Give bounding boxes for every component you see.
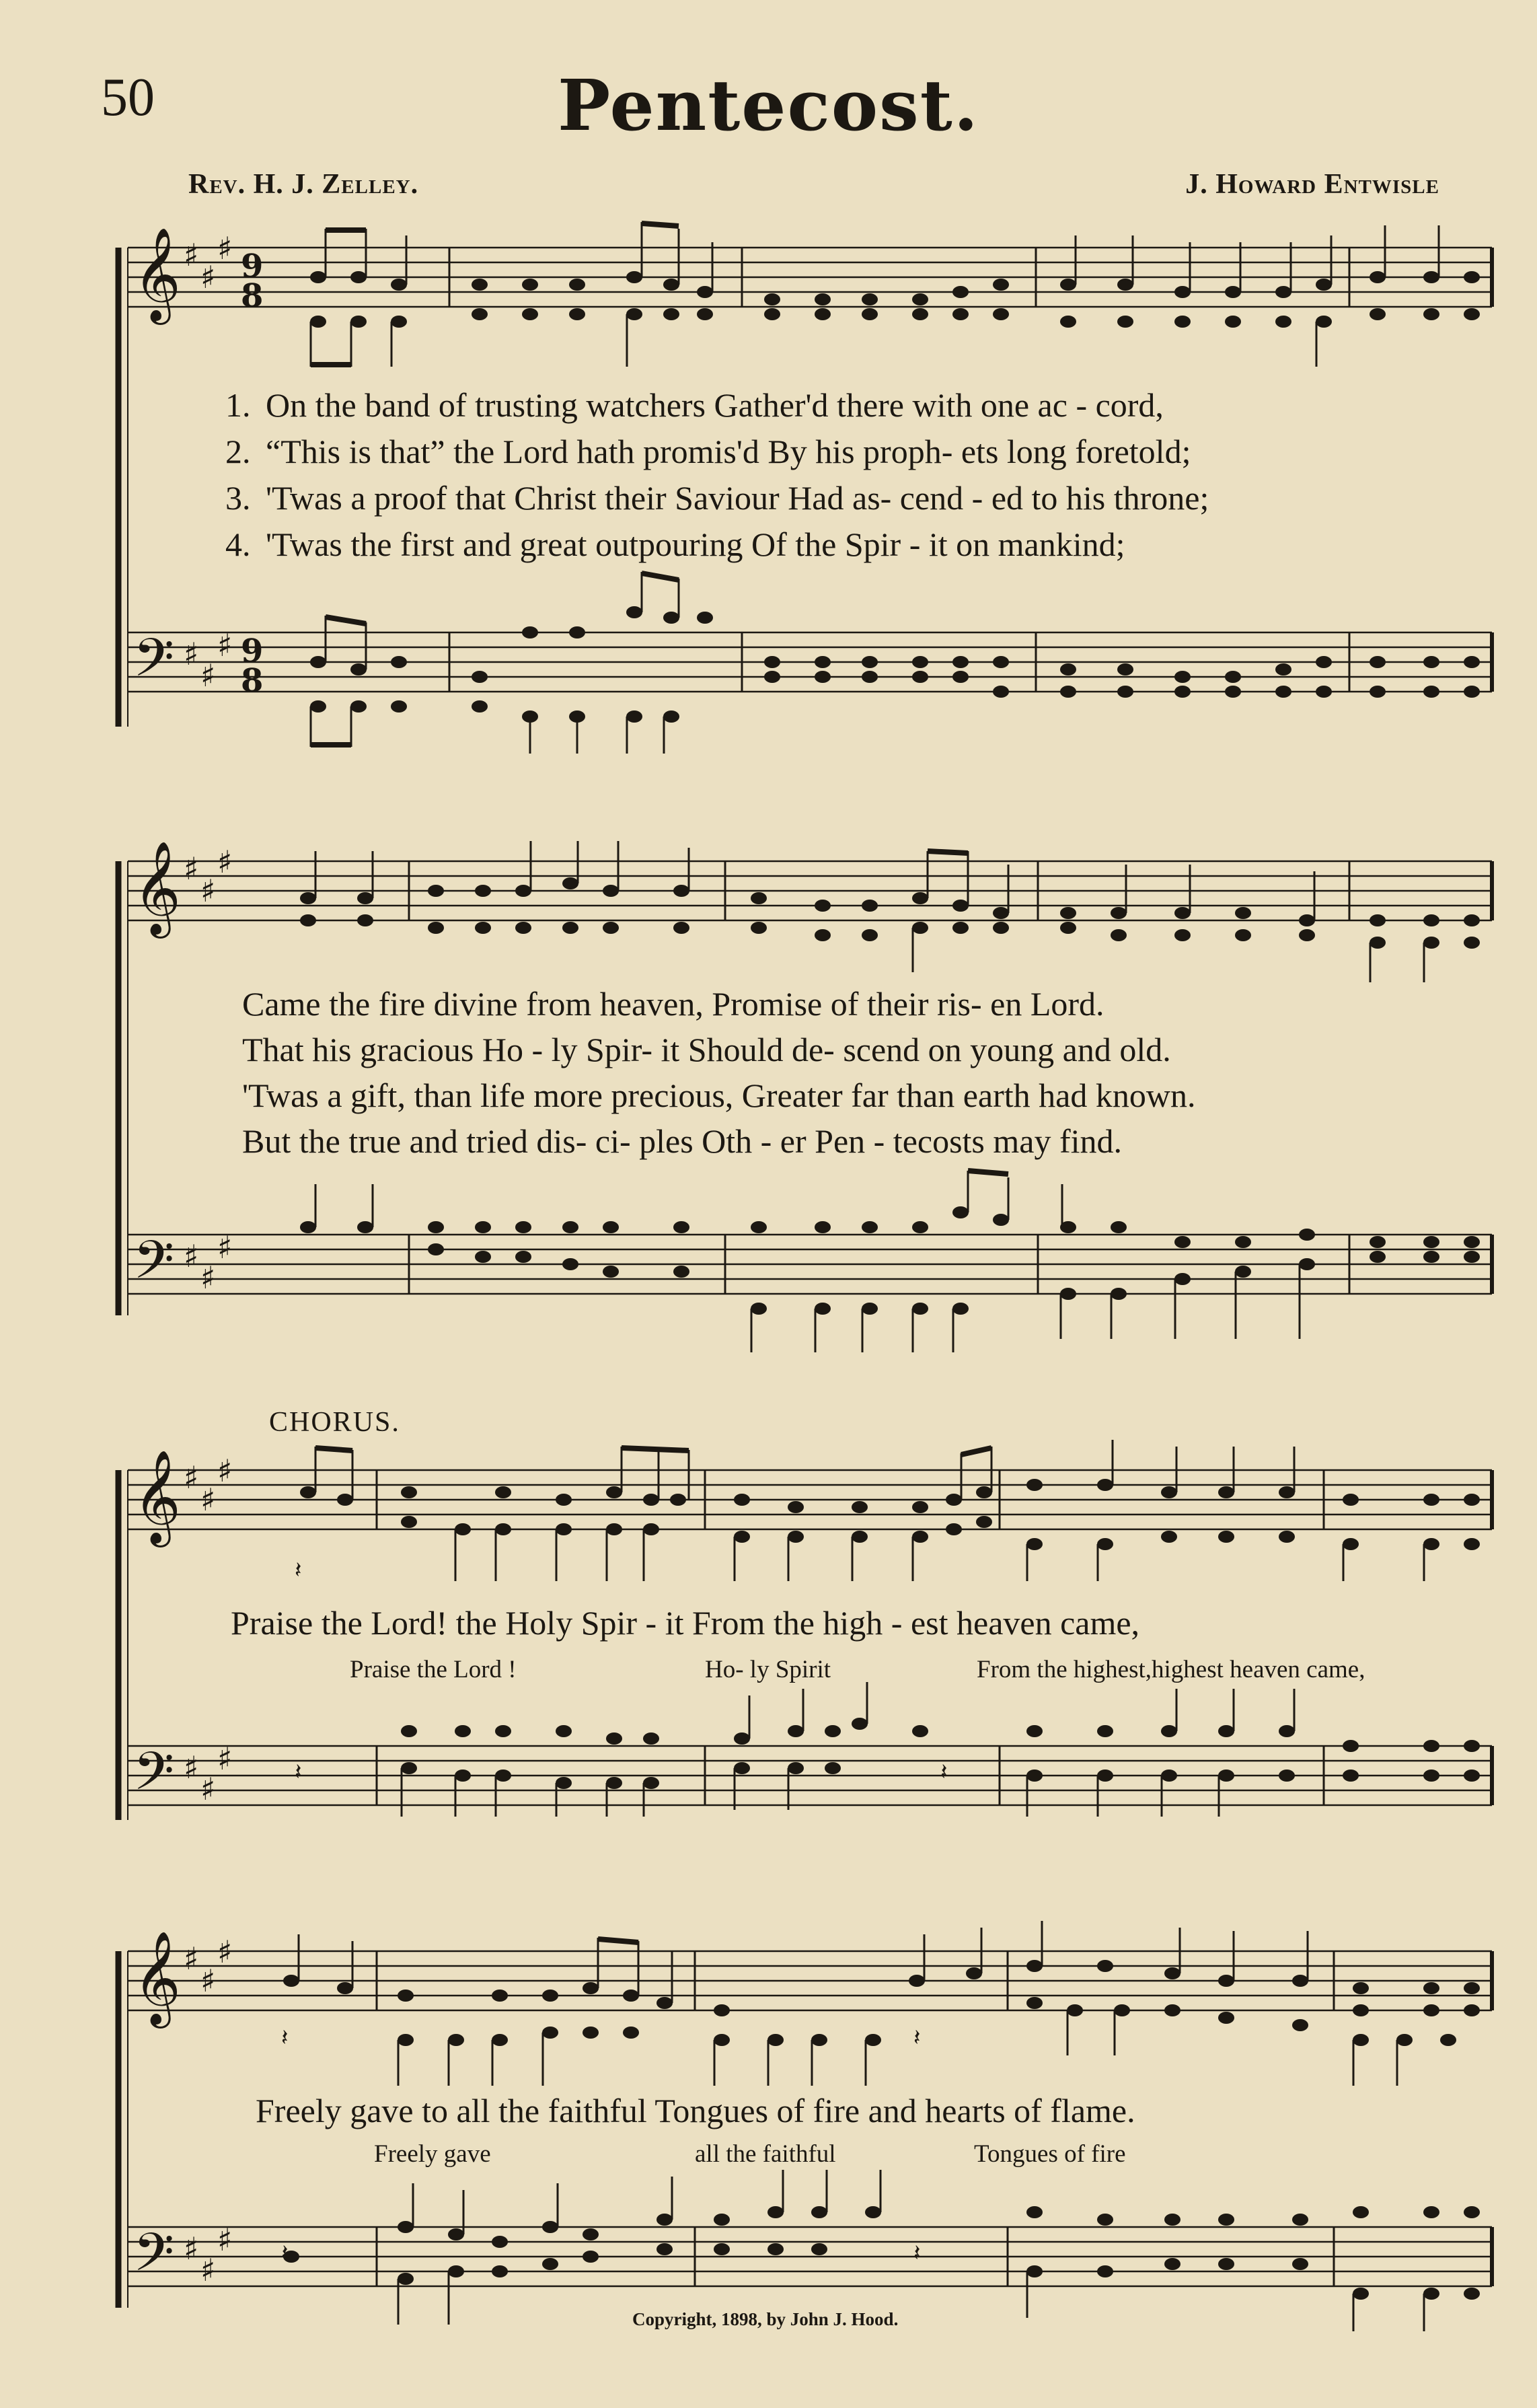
svg-text:𝄽: 𝄽	[913, 2024, 921, 2051]
svg-text:♯: ♯	[200, 1260, 216, 1296]
chorus-echo-1b: Ho- ly Spirit	[705, 1656, 831, 1683]
copyright-notice: Copyright, 1898, by John J. Hood.	[632, 2309, 899, 2329]
svg-text:𝄽: 𝄽	[940, 1759, 948, 1786]
composer-credit: J. Howard Entwisle	[1185, 169, 1439, 200]
chorus-echo-2c: Tongues of fire	[974, 2140, 1126, 2168]
svg-text:8: 8	[241, 662, 264, 700]
svg-text:♯: ♯	[217, 1453, 233, 1489]
music-system-1	[113, 215, 1505, 754]
chorus-echo-1c: From the highest,highest heaven came,	[977, 1656, 1365, 1683]
svg-text:♯: ♯	[217, 844, 233, 880]
svg-text:𝄞: 𝄞	[133, 1450, 181, 1543]
svg-text:♯: ♯	[200, 259, 216, 295]
svg-text:𝄢: 𝄢	[133, 2222, 175, 2296]
music-system-4	[113, 1921, 1505, 2338]
svg-text:𝄢: 𝄢	[133, 628, 175, 702]
svg-text:8: 8	[241, 277, 264, 315]
chorus-lyric-line-1: Praise the Lord! the Holy Spir - it From the high - est heaven came,	[231, 1604, 1140, 1642]
svg-text:♯: ♯	[217, 230, 233, 266]
svg-text:♯: ♯	[200, 873, 216, 909]
svg-text:♯: ♯	[200, 2252, 216, 2288]
chorus-lyric-line-2: Freely gave to all the faithful Tongues of fire and hearts of flame.	[256, 2092, 1135, 2129]
chorus-echo-2b: all the faithful	[695, 2140, 836, 2168]
chorus-echo-1a: Praise the Lord !	[350, 1656, 517, 1683]
svg-text:𝄽: 𝄽	[281, 2024, 289, 2051]
verse-lyrics-second-half	[242, 981, 1195, 1164]
svg-text:♯: ♯	[200, 1482, 216, 1518]
lyricist-credit: Rev. H. J. Zelley.	[188, 169, 419, 200]
svg-text:♯: ♯	[217, 627, 233, 663]
svg-text:♯: ♯	[184, 636, 199, 672]
svg-text:𝄢: 𝄢	[133, 1230, 175, 1304]
verse-line-3-cont: 'Twas a gift, than life more precious, Greater far than earth had known.	[242, 1077, 1196, 1114]
verse-line-2: 2. “This is that” the Lord hath promis'd By his proph- ets long foretold;	[225, 433, 1191, 470]
svg-text:𝄽: 𝄽	[295, 1557, 302, 1584]
svg-text:♯: ♯	[184, 1749, 199, 1786]
svg-text:9: 9	[241, 632, 264, 670]
svg-text:♯: ♯	[217, 2222, 233, 2258]
svg-text:♯: ♯	[200, 657, 216, 694]
svg-text:𝄞: 𝄞	[133, 1931, 181, 2024]
verse-line-1-cont: Came the fire divine from heaven, Promise of their ris- en Lord.	[242, 985, 1104, 1023]
svg-text:𝄢: 𝄢	[133, 1741, 175, 1815]
verse-line-1: 1. On the band of trusting watchers Gather'd there with one ac - cord,	[225, 386, 1164, 424]
svg-text:𝄞: 𝄞	[133, 227, 181, 321]
verse-line-3: 3. 'Twas a proof that Christ their Saviour Had as- cend - ed to his throne;	[225, 479, 1209, 517]
svg-text:♯: ♯	[184, 237, 199, 273]
svg-text:♯: ♯	[184, 1238, 199, 1274]
svg-text:♯: ♯	[217, 1741, 233, 1777]
svg-text:♯: ♯	[184, 850, 199, 887]
svg-text:♯: ♯	[217, 1229, 233, 1266]
chorus-label: CHORUS.	[269, 1407, 400, 1438]
music-system-2	[113, 828, 1505, 1352]
svg-text:♯: ♯	[184, 2230, 199, 2267]
verse-line-4-cont: But the true and tried dis- ci- ples Oth - er Pen - tecosts may find.	[242, 1122, 1123, 1160]
svg-text:𝄽: 𝄽	[913, 2240, 921, 2267]
music-system-3	[113, 1440, 1505, 1837]
svg-text:9: 9	[241, 248, 264, 285]
verse-line-4: 4. 'Twas the first and great outpouring Of the Spir - it on mankind;	[225, 525, 1125, 563]
svg-text:𝄞: 𝄞	[133, 841, 181, 935]
verse-lyrics-first-half	[225, 382, 1209, 568]
page-number: 50	[101, 68, 155, 127]
svg-text:𝄽: 𝄽	[295, 1759, 302, 1786]
hymn-title: Pentecost.	[558, 64, 979, 147]
svg-text:𝄽: 𝄽	[281, 2240, 289, 2267]
svg-text:♯: ♯	[200, 1963, 216, 1999]
svg-text:♯: ♯	[200, 1771, 216, 1807]
chorus-echo-2a: Freely gave	[374, 2140, 491, 2168]
verse-line-2-cont: That his gracious Ho - ly Spir- it Should de- scend on young and old.	[242, 1031, 1171, 1068]
svg-text:♯: ♯	[184, 1940, 199, 1977]
svg-text:♯: ♯	[184, 1459, 199, 1496]
svg-text:♯: ♯	[217, 1934, 233, 1970]
